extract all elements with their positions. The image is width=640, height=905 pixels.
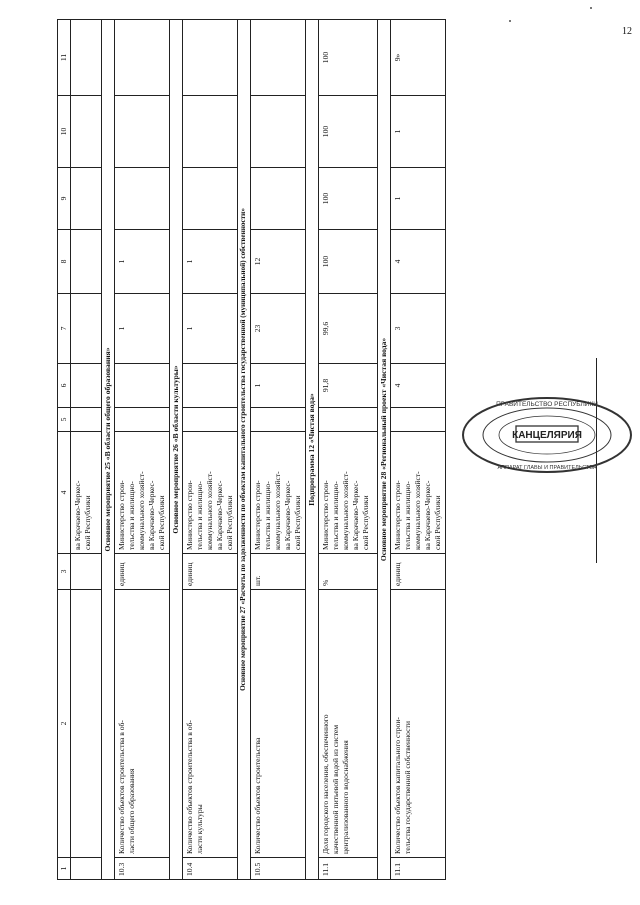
page-number: 12 [622,26,632,37]
indicator-name: Количество объектов строительства в об- ласти культуры [183,590,238,858]
table-row [318,20,377,880]
value-cell [183,96,238,168]
value-cell: 100 [318,96,377,168]
indicator-name: Доля городского населения, обеспеченного качественной питьевой водой из систем централизованного водоснабжения [318,590,377,858]
value-cell: 1 [390,168,445,230]
unit: % [318,554,377,590]
value-cell [183,168,238,230]
col-2: 2 [58,590,71,858]
value-cell [318,408,377,432]
value-cell [250,408,305,432]
responsible-cell: Министерство строи- тельства и жилищно- коммунального хозяйст- ва Карачаево-Черкес- ской Республики [318,432,377,554]
unit: шт. [250,554,305,590]
responsible-cell: Министерство строи- тельства и жилищно- коммунального хозяйст- ва Карачаево-Черкес- ской Республики [183,432,238,554]
table-row [250,20,305,880]
value-cell [115,96,170,168]
row-number: 10.3 [115,858,170,880]
table-row [390,20,445,880]
column-number-row [58,20,71,880]
indicator-name: Количество объектов строительства [250,590,305,858]
value-cell [250,168,305,230]
col-10: 10 [58,96,71,168]
col-11: 11 [58,20,71,96]
responsible-cell: Министерство строи- тельства и жилищно- коммунального хозяйст- ва Карачаево-Черкес- ской Республики [390,432,445,554]
official-stamp-seal [460,395,635,475]
responsible-cell: Министерство строи- тельства и жилищно- коммунального хозяйст- ва Карачаево-Черкес- ской Республики [250,432,305,554]
subprogram-row [305,20,318,880]
value-cell: 23 [250,294,305,364]
section-title: Основное мероприятие 25 «В области общего образования» [102,20,115,880]
value-cell: 1 [183,294,238,364]
table-row [115,20,170,880]
value-cell: 99,6 [318,294,377,364]
row-number: 11.1 [318,858,377,880]
value-cell [390,408,445,432]
indicators-table [57,19,446,880]
col-6: 6 [58,364,71,408]
value-cell [250,96,305,168]
table-row [183,20,238,880]
section-title: Основное мероприятие 28 «Региональный проект «Чистая вода» [377,20,390,880]
responsible-cell: ва Карачаево-Черкес- ской Республики [71,432,102,554]
unit: единиц [115,554,170,590]
unit: единиц [183,554,238,590]
value-cell: 100 [318,230,377,294]
value-cell: 1 [390,96,445,168]
stamp-top-text: ПРАВИТЕЛЬСТВО РЕСПУБЛИКИ [496,401,598,408]
stamp-center-text: КАНЦЕЛЯРИЯ [512,430,582,441]
value-cell: 1 [115,294,170,364]
indicator-name: Количество объектов капитального строи- тельства государственной собственности [390,590,445,858]
section-row [170,20,183,880]
col-8: 8 [58,230,71,294]
value-cell: 100 [318,168,377,230]
stamp-bottom-text: АППАРАТ ГЛАВЫ И ПРАВИТЕЛЬСТВА [497,465,597,471]
unit: единиц [390,554,445,590]
scan-speck [590,7,592,9]
section-row [238,20,251,880]
value-cell: 3 [390,294,445,364]
col-7: 7 [58,294,71,364]
value-cell: 91,8 [318,364,377,408]
section-row [377,20,390,880]
row-number: 10.4 [183,858,238,880]
col-4: 4 [58,432,71,554]
value-cell: 100 [318,20,377,96]
row-number: 10.5 [250,858,305,880]
value-cell [115,364,170,408]
value-cell: 9» [390,20,445,96]
value-cell [115,20,170,96]
rotated-table-sheet [57,20,527,880]
col-1: 1 [58,858,71,880]
value-cell [183,364,238,408]
value-cell [115,408,170,432]
section-title: Основное мероприятие 27 «Расчеты по задолженности по объектам капитального строительства государственной (муниципальной) собственности» [238,20,251,880]
table-row [71,20,102,880]
indicator-name: Количество объектов строительства в об- ласти общего образования [115,590,170,858]
value-cell: 4 [390,364,445,408]
subprogram-title: Подпрограмма 12 «Чистая вода» [305,20,318,880]
value-cell: 4 [390,230,445,294]
value-cell: 12 [250,230,305,294]
value-cell [183,20,238,96]
value-cell: 1 [183,230,238,294]
col-3: 3 [58,554,71,590]
value-cell: 1 [115,230,170,294]
section-title: Основное мероприятие 26 «В области культуры» [170,20,183,880]
value-cell [183,408,238,432]
value-cell [250,20,305,96]
responsible-cell: Министерство строи- тельства и жилищно- коммунального хозяйст- ва Карачаево-Черкес- ской Республики [115,432,170,554]
value-cell: 1 [250,364,305,408]
section-row [102,20,115,880]
col-5: 5 [58,408,71,432]
row-number: 11.1 [390,858,445,880]
value-cell [115,168,170,230]
col-9: 9 [58,168,71,230]
